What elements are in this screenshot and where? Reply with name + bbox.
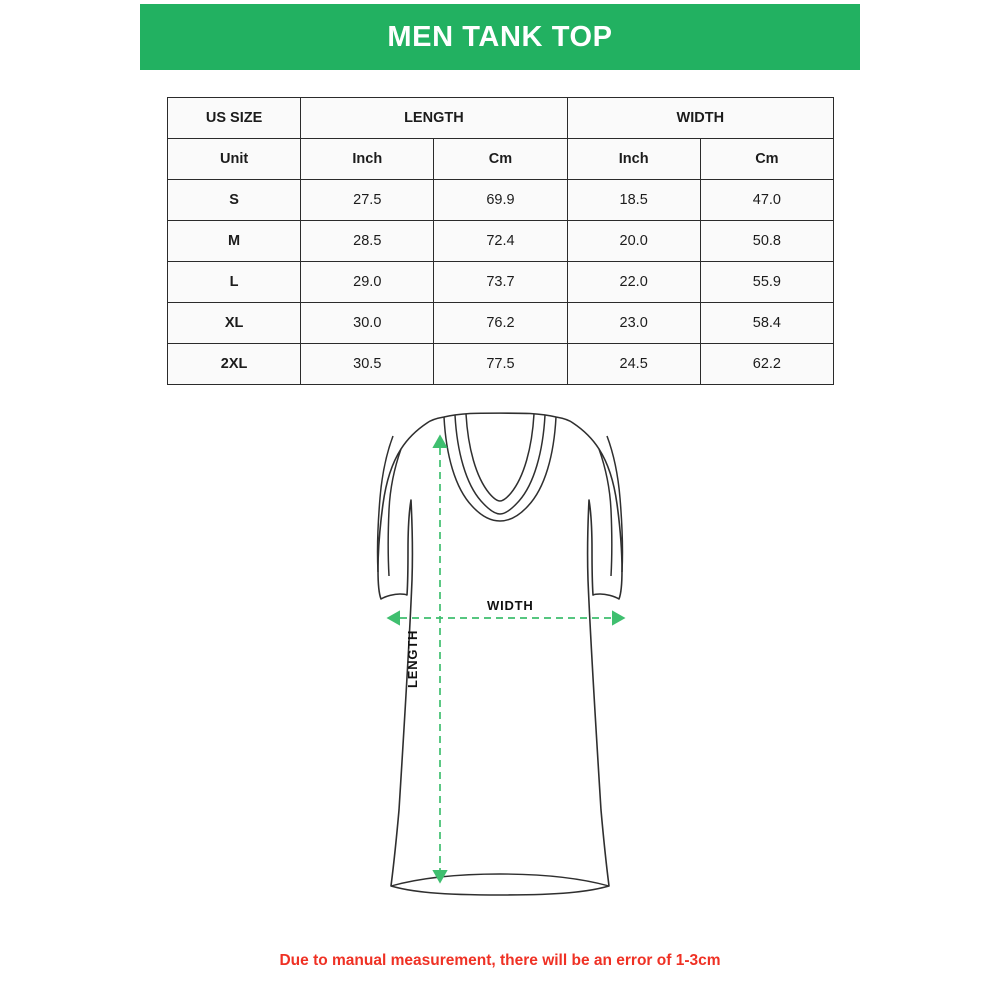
size-chart-table-wrapper — [167, 97, 834, 385]
length-measure-label: LENGTH — [405, 629, 420, 688]
unit-cell-width-cm: Cm — [700, 139, 833, 180]
cell-size: XL — [168, 303, 301, 344]
cell-length-inch: 28.5 — [301, 221, 434, 262]
cell-width-cm: 50.8 — [700, 221, 833, 262]
cell-size: L — [168, 262, 301, 303]
cell-width-cm: 58.4 — [700, 303, 833, 344]
table-row — [168, 180, 834, 221]
cell-size: S — [168, 180, 301, 221]
table-row — [168, 221, 834, 262]
table-group-header-row — [168, 98, 834, 139]
cell-width-cm: 55.9 — [700, 262, 833, 303]
cell-length-inch: 30.5 — [301, 344, 434, 385]
page-title: MEN TANK TOP — [387, 20, 613, 53]
unit-cell-width-inch: Inch — [567, 139, 700, 180]
cell-length-inch: 27.5 — [301, 180, 434, 221]
unit-cell-length-cm: Cm — [434, 139, 567, 180]
cell-length-inch: 29.0 — [301, 262, 434, 303]
table-row — [168, 303, 834, 344]
cell-width-inch: 22.0 — [567, 262, 700, 303]
size-chart-table — [167, 97, 834, 385]
cell-width-inch: 20.0 — [567, 221, 700, 262]
cell-length-cm: 76.2 — [434, 303, 567, 344]
measurement-disclaimer: Due to manual measurement, there will be an error of 1-3cm — [279, 952, 721, 969]
table-row — [168, 262, 834, 303]
cell-width-cm: 47.0 — [700, 180, 833, 221]
cell-length-cm: 72.4 — [434, 221, 567, 262]
cell-length-cm: 77.5 — [434, 344, 567, 385]
cell-length-cm: 73.7 — [434, 262, 567, 303]
cell-length-cm: 69.9 — [434, 180, 567, 221]
cell-size: 2XL — [168, 344, 301, 385]
cell-length-inch: 30.0 — [301, 303, 434, 344]
header-width: WIDTH — [567, 98, 833, 139]
cell-width-inch: 24.5 — [567, 344, 700, 385]
table-row — [168, 344, 834, 385]
cell-width-inch: 18.5 — [567, 180, 700, 221]
cell-width-cm: 62.2 — [700, 344, 833, 385]
header-us-size: US SIZE — [168, 98, 301, 139]
header-banner — [140, 4, 860, 70]
tank-top-illustration — [0, 400, 1000, 920]
unit-cell-label: Unit — [168, 139, 301, 180]
width-measure-label: WIDTH — [487, 598, 534, 613]
cell-width-inch: 23.0 — [567, 303, 700, 344]
garment-diagram — [0, 400, 1000, 920]
header-length: LENGTH — [301, 98, 567, 139]
cell-size: M — [168, 221, 301, 262]
table-unit-row — [168, 139, 834, 180]
unit-cell-length-inch: Inch — [301, 139, 434, 180]
